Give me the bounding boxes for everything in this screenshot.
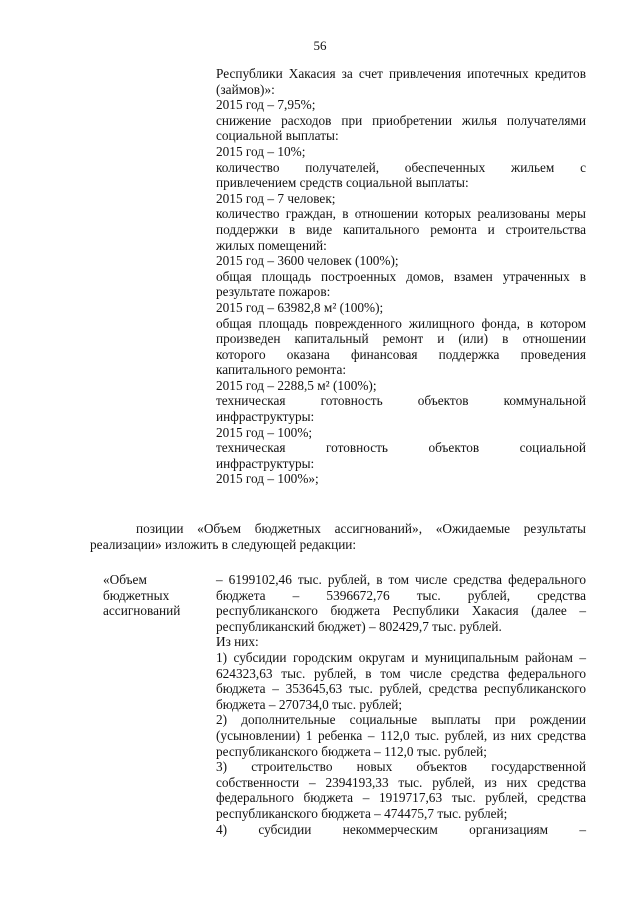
text-line: республиканского бюджета Республики Хакасия (далее – xyxy=(216,603,586,619)
text-line: – 6199102,46 тыс. рублей, в том числе средства федерального xyxy=(216,572,586,587)
text-line: федерального бюджета – 1919717,63 тыс. рублей, средства xyxy=(216,790,586,806)
text-line: поддержки в виде капитального ремонта и строительства xyxy=(216,221,586,237)
text-line: Из них: xyxy=(216,634,259,650)
text-line: которого оказана финансовая поддержка проведения xyxy=(216,346,586,362)
text-line: республиканский бюджет) – 802429,7 тыс. рублей. xyxy=(216,618,502,634)
text-line: Республики Хакасия за счет привлечения ипотечных кредитов xyxy=(216,66,586,81)
text-line: республиканского бюджета – 474475,7 тыс. рублей; xyxy=(216,805,508,821)
text-line: 2015 год – 2288,5 м² (100%); xyxy=(216,377,377,393)
text-line: общая площадь построенных домов, взамен утраченных в xyxy=(216,268,586,284)
page-number: 56 xyxy=(313,38,327,53)
intro-line: реализации» изложить в следующей редакции: xyxy=(90,537,357,552)
text-line: результате пожаров: xyxy=(216,284,331,300)
text-line: количество получателей, обеспеченных жильем с xyxy=(216,159,586,175)
label-line: «Объем xyxy=(103,572,147,587)
intro-paragraph xyxy=(90,521,586,553)
text-line: 2015 год – 7,95%; xyxy=(216,97,316,113)
text-line: произведен капитальный ремонт и (или) в отношении xyxy=(216,331,586,347)
text-line: социальной выплаты: xyxy=(216,128,339,144)
text-line: 1) субсидии городским округам и муниципальным районам – xyxy=(216,649,586,665)
text-line: общая площадь поврежденного жилищного фонда, в котором xyxy=(216,315,586,331)
text-line: собственности – 2394193,33 тыс. рублей, из них средства xyxy=(216,774,586,790)
text-line: республиканского бюджета – 112,0 тыс. рублей; xyxy=(216,743,487,759)
text-line: (усыновлении) 1 ребенка – 112,0 тыс. рублей, из них средства xyxy=(216,727,586,743)
budget-text-block xyxy=(216,572,586,837)
text-line: количество граждан, в отношении которых реализованы меры xyxy=(216,206,586,222)
text-line: 624323,63 тыс. рублей, в том числе средства федерального xyxy=(216,665,586,681)
text-line: 2015 год – 100%; xyxy=(216,424,313,440)
text-line: 2015 год – 63982,8 м² (100%); xyxy=(216,299,384,315)
text-line: техническая готовность объектов коммунальной xyxy=(216,393,586,409)
text-line: 2015 год – 7 человек; xyxy=(216,190,336,206)
text-line: бюджета – 5396672,76 тыс. рублей, средства xyxy=(216,587,586,603)
label-line: ассигнований xyxy=(103,603,181,619)
text-line: бюджета – 270734,0 тыс. рублей; xyxy=(216,696,403,712)
top-text-block xyxy=(216,66,586,487)
intro-line: позиции «Объем бюджетных ассигнований», «Ожидаемые результаты xyxy=(136,521,586,536)
text-line: снижение расходов при приобретении жилья получателями xyxy=(216,112,586,128)
text-line: 2015 год – 10%; xyxy=(216,143,306,159)
text-line: 3) строительство новых объектов государственной xyxy=(216,759,586,775)
text-line: привлечением средств социальной выплаты: xyxy=(216,175,469,191)
text-line: 2) дополнительные социальные выплаты при рождении xyxy=(216,712,586,728)
text-line: капитального ремонта: xyxy=(216,362,347,378)
text-line: 2015 год – 100%»; xyxy=(216,471,319,487)
budget-label xyxy=(103,572,180,619)
text-line: бюджета – 353645,63 тыс. рублей, средства республиканского xyxy=(216,681,586,697)
text-line: 2015 год – 3600 человек (100%); xyxy=(216,253,399,269)
text-line: жилых помещений: xyxy=(216,237,327,253)
text-line: инфраструктуры: xyxy=(216,455,315,471)
text-line: инфраструктуры: xyxy=(216,409,315,425)
text-line: техническая готовность объектов социальной xyxy=(216,440,586,456)
text-line: 4) субсидии некоммерческим организациям – xyxy=(216,821,586,837)
label-line: бюджетных xyxy=(103,587,170,603)
text-line: (займов)»: xyxy=(216,81,275,97)
